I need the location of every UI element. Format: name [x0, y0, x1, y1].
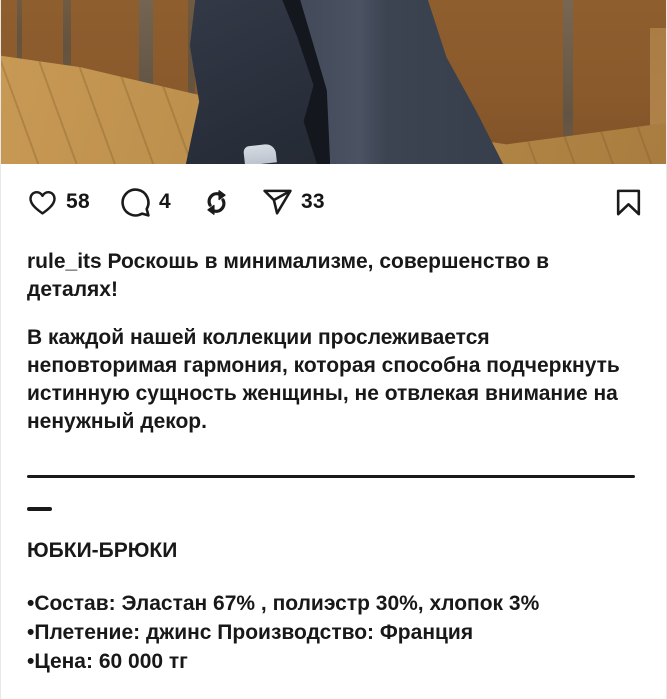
caption-intro: Роскошь в минимализме, совершенство в деталях!: [27, 250, 550, 301]
product-details: [27, 589, 636, 676]
bookmark-icon[interactable]: [613, 187, 644, 218]
heart-icon[interactable]: [27, 187, 58, 218]
comment-count: 4: [158, 190, 171, 213]
caption-block: [1, 220, 666, 676]
divider-line: [27, 475, 635, 478]
comment-icon[interactable]: [120, 187, 151, 218]
like-group: [27, 187, 90, 218]
dash-line: [27, 507, 52, 511]
send-icon[interactable]: [262, 187, 293, 218]
detail-weave-origin: •Плетение: джинс Производство: Франция: [27, 621, 474, 644]
caption-lead: [27, 248, 636, 304]
username[interactable]: rule_its: [27, 250, 102, 273]
detail-composition: •Состав: Эластан 67% , полиэстр 30%, хлопок 3%: [27, 592, 540, 615]
caption-body: В каждой нашей коллекции прослеживается неповторимая гармония, которая способна подчеркнуть истинную сущность женщины, не отвлекая внимание на ненужный декор.: [27, 326, 620, 433]
comment-group: [120, 187, 171, 218]
repost-icon[interactable]: [201, 187, 232, 218]
action-bar: [27, 184, 644, 220]
share-group: [262, 187, 325, 218]
share-count: 33: [300, 190, 325, 213]
white-shoe: [243, 143, 277, 164]
section-title: ЮБКИ-БРЮКИ: [27, 539, 178, 562]
post-photo[interactable]: [1, 0, 666, 164]
detail-price: •Цена: 60 000 тг: [27, 650, 188, 673]
like-count: 58: [66, 190, 90, 213]
repost-group: [201, 187, 232, 218]
